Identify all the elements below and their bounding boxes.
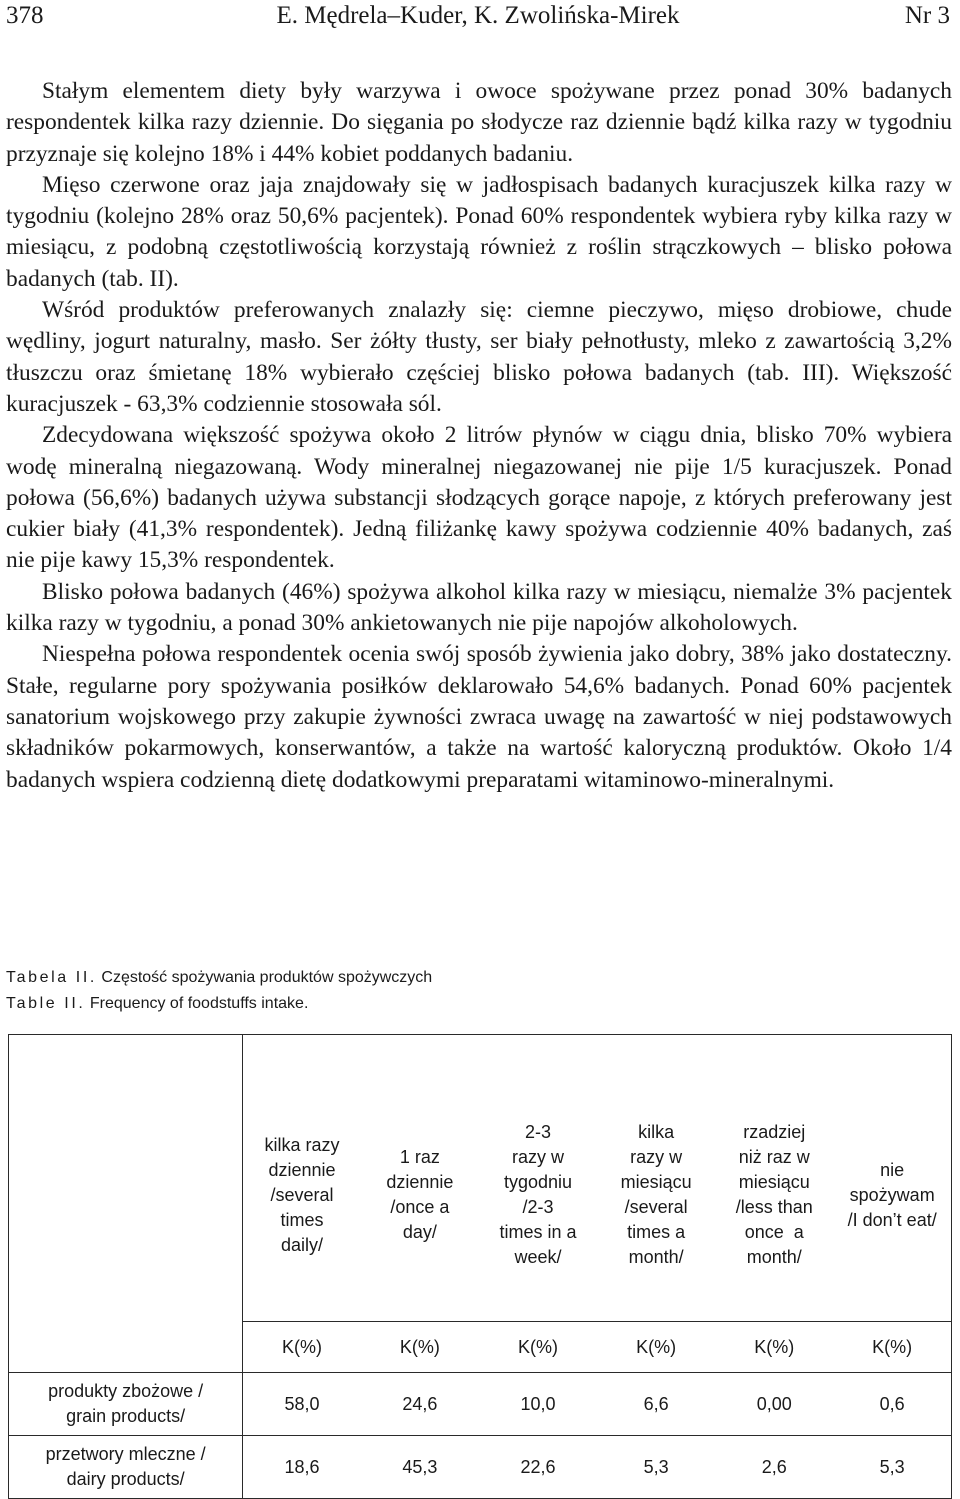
paragraph: Wśród produktów preferowanych znalazły się: ciemne pieczywo, mięso drobiowe, chude wędliny, jogurt naturalny, masło. Ser żółty tłusty, ser biały pełnotłusty, mleko z zawartością 3,2% tłuszczu oraz śmietanę 18% wybierało częściej blisko połowa badanych (tab. III). Większość kuracjuszek - 63,3% codziennie stosowała sól. [6, 297, 952, 417]
cell-line: month/ [628, 1247, 684, 1267]
column-header [833, 1035, 951, 1322]
paragraph: Niespełna połowa respondentek ocenia swój sposób żywienia jako dobry, 38% jako dostateczny. Stałe, regularne pory spożywania posiłków deklarowało 54,6% badanych. Ponad 60% pacjentek sanatorium wojskowego przy zakupie żywności zwraca uwagę na zawartość w niej podstawowych składników pokarmowych, konserwantów, a także na wartość kaloryczną produktów. Około 1/4 badanych wspiera codzienną dietę dodatkowymi preparatami witaminowo-mineralnymi. [6, 641, 952, 793]
table-cell: 24,6 [361, 1373, 479, 1436]
cell-line: daily/ [281, 1234, 324, 1255]
cell-line: niż raz w [738, 1147, 810, 1167]
table-row [9, 1436, 952, 1499]
cell-line: /2-3 [522, 1197, 554, 1217]
table-unit-row [9, 1322, 952, 1373]
table-cell: 6,6 [597, 1373, 715, 1436]
table-row [9, 1373, 952, 1436]
table-caption-english [6, 994, 308, 1014]
cell-line: miesiącu [738, 1172, 810, 1192]
paragraph: Mięso czerwone oraz jaja znajdowały się w jadłospisach badanych kuracjuszek kilka razy w tygodniu (kolejno 28% oraz 50,6% pacjentek). Ponad 60% respondentek wybiera ryby kilka razy w miesiącu, z podobną częstotliwością korzystają również z roślin strączkowych – blisko połowa badanych (tab. II). [6, 171, 952, 292]
cell-line: times [280, 1209, 324, 1230]
cell-line: /I don’t eat/ [847, 1209, 937, 1230]
table-cell: 5,3 [597, 1436, 715, 1499]
cell-line: rzadziej [743, 1122, 806, 1142]
running-header-authors: E. Mędrela–Kuder, K. Zwolińska-Mirek [276, 2, 680, 29]
cell-line: razy w [630, 1147, 683, 1167]
table-cell: 2,6 [715, 1436, 833, 1499]
row-label [9, 1436, 243, 1499]
table-cell: 45,3 [361, 1436, 479, 1499]
paragraph: Zdecydowana większość spożywa około 2 litrów płynów w ciągu dnia, blisko 70% wybiera wodę mineralną niegazowaną. Wody mineralnej niegazowanej nie pije 1/5 kuracjuszek. Ponad połowa (56,6%) badanych używa substancji słodzących gorące napoje, z których preferowany jest cukier biały (41,3% respondentek). Jedną filiżankę kawy spożywa codziennie 40% badanych, zaś nie pije kawy 15,3% respondentek. [6, 422, 952, 574]
cell-line: 1 raz [399, 1147, 440, 1167]
column-header [597, 1035, 715, 1322]
cell-line: week/ [514, 1247, 562, 1267]
unit-label: K(%) [243, 1322, 361, 1373]
cell-line: tygodniu [504, 1172, 573, 1192]
cell-line: 2-3 [525, 1122, 552, 1142]
cell-line: /several [624, 1197, 688, 1217]
table-cell: 0,00 [715, 1373, 833, 1436]
table-cell: 22,6 [479, 1436, 597, 1499]
table-cell: 58,0 [243, 1373, 361, 1436]
table-cell: 5,3 [833, 1436, 951, 1499]
unit-label: K(%) [833, 1322, 951, 1373]
cell-line: miesiącu [620, 1172, 692, 1192]
cell-line: kilka razy [264, 1134, 340, 1155]
cell-line: nie [880, 1159, 905, 1180]
cell-line: day/ [402, 1222, 437, 1242]
cell-line: produkty zbożowe / [48, 1381, 204, 1401]
table-caption-text: Frequency of foodstuffs intake. [85, 995, 309, 1012]
unit-label: K(%) [479, 1322, 597, 1373]
paragraph: Stałym elementem diety były warzywa i owoce spożywane przez ponad 30% badanych respondentek kilka razy dziennie. Do sięgania po słodycze raz dziennie bądź kilka razy w tygodniu przyznaje się kolejno 18% i 44% kobiet poddanych badaniu. [6, 78, 952, 167]
table-caption-text: Częstość spożywania produktów spożywczych [96, 969, 433, 986]
cell-line: /several [270, 1184, 334, 1205]
table-header-row [9, 1035, 952, 1322]
cell-line: dairy products/ [66, 1469, 185, 1489]
table-caption-label: Tabela II. [6, 969, 97, 986]
cell-line: /once a [390, 1197, 450, 1217]
column-header [361, 1035, 479, 1322]
cell-line: once a [744, 1222, 804, 1242]
table-caption-label: Table II. [6, 995, 86, 1012]
table-cell: 0,6 [833, 1373, 951, 1436]
running-header [6, 2, 950, 32]
table-cell: 18,6 [243, 1436, 361, 1499]
unit-label: K(%) [361, 1322, 479, 1373]
cell-line: kilka [638, 1122, 675, 1142]
column-header [479, 1035, 597, 1322]
table-cell: 10,0 [479, 1373, 597, 1436]
cell-line: grain products/ [66, 1406, 186, 1426]
row-label [9, 1373, 243, 1436]
unit-label: K(%) [715, 1322, 833, 1373]
cell-line: /less than [735, 1197, 813, 1217]
table-corner-cell [9, 1322, 243, 1373]
column-header [243, 1035, 361, 1322]
cell-line: spożywam [849, 1184, 935, 1205]
article-body [6, 76, 952, 796]
cell-line: razy w [512, 1147, 565, 1167]
cell-line: przetwory mleczne / [45, 1444, 206, 1464]
cell-line: month/ [746, 1247, 802, 1267]
cell-line: dziennie [386, 1172, 454, 1192]
column-header [715, 1035, 833, 1322]
table-corner-cell [9, 1035, 243, 1322]
paragraph: Blisko połowa badanych (46%) spożywa alkohol kilka razy w miesiącu, niemalże 3% pacjentek kilka razy w tygodniu, a ponad 30% ankietowanych nie pije napojów alkoholowych. [6, 578, 952, 637]
cell-line: times in a [499, 1222, 577, 1242]
issue-number: Nr 3 [904, 2, 950, 29]
unit-label: K(%) [597, 1322, 715, 1373]
cell-line: times a [627, 1222, 686, 1242]
table-caption-polish [6, 968, 432, 988]
cell-line: dziennie [268, 1159, 336, 1180]
frequency-table [8, 1034, 952, 1499]
page-number: 378 [6, 2, 44, 29]
